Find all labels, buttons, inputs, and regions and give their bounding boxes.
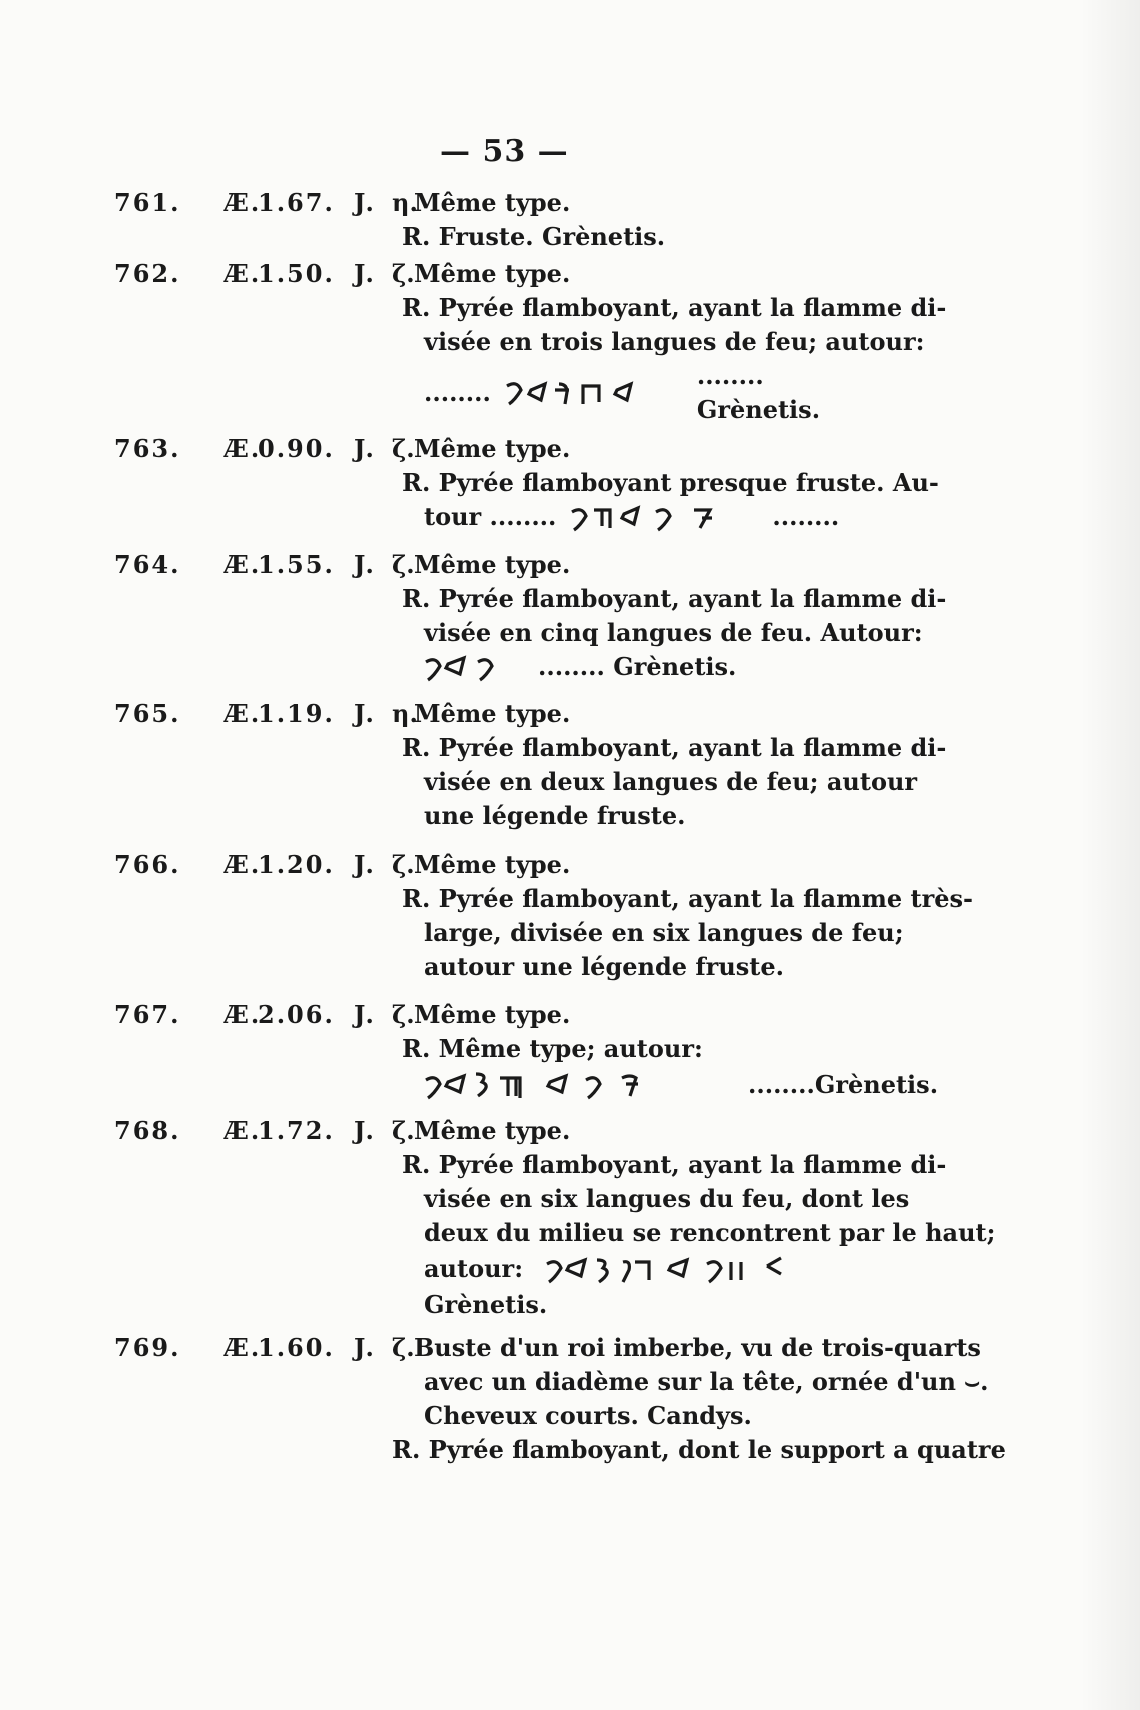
page-edge-shadow: [1080, 0, 1140, 1710]
entry-description: [392, 1114, 996, 1322]
legend-prefix: ........: [424, 378, 491, 407]
entry-description: [392, 432, 939, 534]
reverse-text: R. Pyrée flamboyant presque fruste. Au-: [402, 468, 939, 497]
obverse-text: Même type.: [414, 699, 571, 728]
obverse-text: Même type.: [414, 850, 571, 879]
entry-collection: J.: [354, 188, 376, 217]
reverse-text: R. Pyrée flamboyant, ayant la flamme di-: [402, 584, 947, 613]
entry-weight: 1.20.: [258, 850, 335, 879]
aramaic-legend-icon: [531, 1250, 831, 1288]
size-tag: η.: [392, 699, 418, 728]
size-tag: ζ.: [392, 434, 415, 463]
legend-prefix: autour:: [424, 1254, 524, 1283]
entry-metal: Æ.: [224, 850, 262, 879]
entry-description: [392, 548, 947, 684]
entry-description: [392, 186, 892, 254]
entry-metal: Æ.: [224, 188, 262, 217]
entry-number: 767.: [114, 1000, 181, 1029]
legend-suffix: ........Grènetis.: [748, 1070, 939, 1099]
entry-weight: 1.50.: [258, 259, 335, 288]
size-tag: ζ.: [392, 1333, 415, 1362]
obverse-text: Même type.: [414, 1000, 571, 1029]
entry-meta: [114, 257, 434, 291]
size-tag: ζ.: [392, 550, 415, 579]
entry-metal: Æ.: [224, 699, 262, 728]
aramaic-legend-icon: [564, 500, 764, 534]
reverse-after-text: Grènetis.: [424, 1290, 548, 1319]
legend-suffix: ........ Grènetis.: [696, 361, 821, 424]
entry-number: 769.: [114, 1333, 181, 1362]
legend-prefix: tour ........: [424, 502, 557, 531]
reverse-text-cont: large, divisée en six langues de feu;: [424, 918, 904, 947]
entry-collection: J.: [354, 434, 376, 463]
entry-number: 761.: [114, 188, 181, 217]
entry-collection: J.: [354, 699, 376, 728]
entry-metal: Æ.: [224, 1000, 262, 1029]
entry-weight: 2.06.: [258, 1000, 335, 1029]
obverse-text: Même type.: [414, 259, 571, 288]
entry-metal: Æ.: [224, 434, 262, 463]
reverse-text-cont: une légende fruste.: [424, 801, 686, 830]
page-number: — 53 —: [440, 134, 569, 169]
obverse-text: Même type.: [414, 434, 571, 463]
reverse-text-cont: deux du milieu se rencontrent par le haut;: [424, 1218, 996, 1247]
entry-weight: 1.60.: [258, 1333, 335, 1362]
reverse-text: R. Fruste. Grènetis.: [402, 222, 666, 251]
entry-metal: Æ.: [224, 1333, 262, 1362]
size-tag: ζ.: [392, 1000, 415, 1029]
obverse-text: Buste d'un roi imberbe, vu de trois-quarts: [414, 1333, 981, 1362]
entry-weight: 1.55.: [258, 550, 335, 579]
legend-line: [402, 500, 892, 534]
entry-description: [392, 697, 947, 833]
reverse-text-cont: visée en deux langues de feu; autour: [424, 767, 918, 796]
entry-number: 766.: [114, 850, 181, 879]
reverse-text: R. Pyrée flamboyant, ayant la flamme di-: [402, 293, 947, 322]
entry-collection: J.: [354, 550, 376, 579]
entry-number: 768.: [114, 1116, 181, 1145]
legend-suffix: ........ Grènetis.: [538, 652, 737, 681]
entry-meta: [114, 1331, 434, 1365]
obverse-text: Même type.: [414, 550, 571, 579]
aramaic-legend-icon: [420, 1066, 740, 1104]
legend-line: [402, 1250, 892, 1288]
entry-weight: 0.90.: [258, 434, 335, 463]
entry-metal: Æ.: [224, 550, 262, 579]
entry-metal: Æ.: [224, 1116, 262, 1145]
reverse-text: R. Pyrée flamboyant, ayant la flamme di-: [402, 733, 947, 762]
entry-meta: [114, 1114, 434, 1148]
entry-meta: [114, 432, 434, 466]
entry-collection: J.: [354, 259, 376, 288]
reverse-text-cont: autour une légende fruste.: [424, 952, 784, 981]
size-tag: ζ.: [392, 1116, 415, 1145]
entry-number: 764.: [114, 550, 181, 579]
entry-meta: [114, 186, 434, 220]
entry-meta: [114, 998, 434, 1032]
reverse-text: R. Pyrée flamboyant, dont le support a quatre: [392, 1435, 1006, 1464]
reverse-text-cont: visée en six langues du feu, dont les: [424, 1184, 910, 1213]
entry-collection: J.: [354, 1116, 376, 1145]
entry-meta: [114, 848, 434, 882]
entry-meta: [114, 548, 434, 582]
legend-line: [402, 1066, 939, 1104]
legend-line: [402, 359, 892, 427]
obverse-text: Même type.: [414, 188, 571, 217]
entry-weight: 1.72.: [258, 1116, 335, 1145]
obverse-text: Même type.: [414, 1116, 571, 1145]
entry-weight: 1.67.: [258, 188, 335, 217]
reverse-text: R. Pyrée flamboyant, ayant la flamme di-: [402, 1150, 947, 1179]
reverse-text: R. Même type; autour:: [402, 1034, 703, 1063]
entry-collection: J.: [354, 1333, 376, 1362]
legend-suffix: ........: [772, 502, 840, 531]
entry-weight: 1.19.: [258, 699, 335, 728]
entry-number: 762.: [114, 259, 181, 288]
reverse-text-cont: visée en cinq langues de feu. Autour:: [424, 618, 923, 647]
entry-description: [392, 1331, 1006, 1467]
size-tag: ζ.: [392, 850, 415, 879]
entry-description: [392, 848, 973, 984]
entry-description: [392, 998, 939, 1104]
entry-number: 763.: [114, 434, 181, 463]
legend-line: [402, 650, 892, 684]
reverse-text: R. Pyrée flamboyant, ayant la flamme très-: [402, 884, 973, 913]
reverse-text-cont: visée en trois langues de feu; autour:: [424, 327, 925, 356]
entry-collection: J.: [354, 850, 376, 879]
aramaic-legend-icon: [420, 650, 530, 684]
size-tag: η.: [392, 188, 418, 217]
size-tag: ζ.: [392, 259, 415, 288]
obverse-text-cont: avec un diadème sur la tête, ornée d'un ⌣.: [424, 1367, 989, 1396]
entry-description: [392, 257, 947, 427]
entry-metal: Æ.: [224, 259, 262, 288]
obverse-text-cont: Cheveux courts. Candys.: [424, 1401, 752, 1430]
entry-meta: [114, 697, 434, 731]
entry-number: 765.: [114, 699, 181, 728]
aramaic-legend-icon: [499, 376, 689, 410]
entry-collection: J.: [354, 1000, 376, 1029]
